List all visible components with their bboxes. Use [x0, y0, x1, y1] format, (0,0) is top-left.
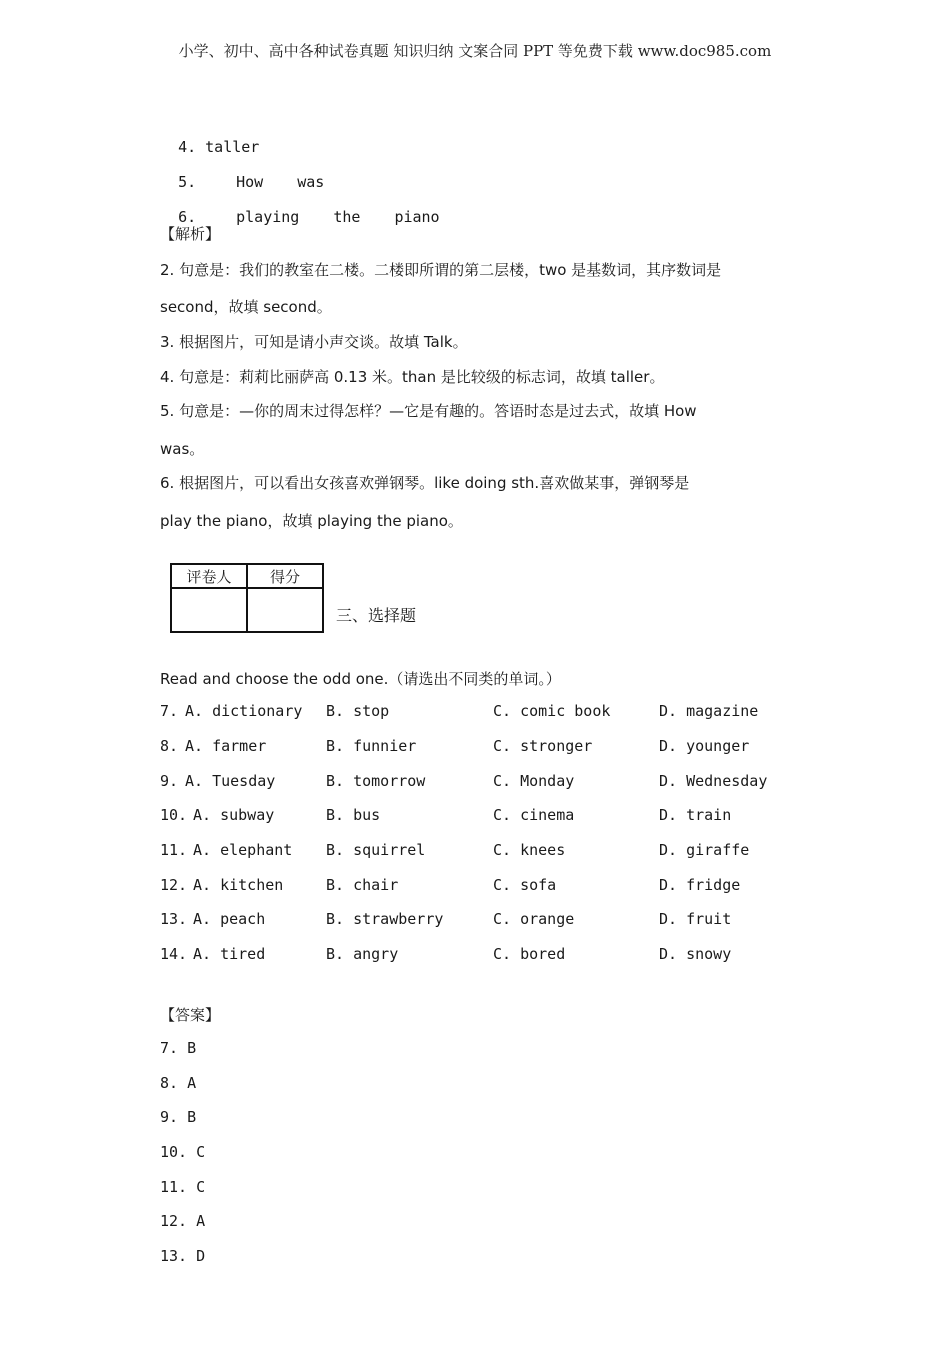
option-a: A. subway [193, 806, 275, 824]
question-number: 10. [160, 806, 188, 824]
option-b: B. tomorrow [326, 772, 426, 790]
answer-line-5 [160, 155, 324, 191]
option-a: A. farmer [185, 737, 267, 755]
score-cell [247, 588, 323, 632]
option-d: D. train [659, 806, 732, 824]
option-b: B. bus [326, 806, 381, 824]
analysis-line: 3. 根据图片，可知是请小声交谈。故填 Talk。 [160, 333, 468, 351]
answer-item: 11. C [160, 1178, 206, 1196]
analysis-line: second，故填 second。 [160, 298, 332, 316]
question-number: 7. [160, 702, 179, 720]
analysis-line: 2. 句意是：我们的教室在二楼。二楼即所谓的第二层楼，two 是基数词，其序数词是 [160, 261, 722, 279]
instruction: Read and choose the odd one.（请选出不同类的单词。） [160, 670, 561, 688]
answer-item: 8. A [160, 1074, 197, 1092]
option-d: D. fridge [659, 876, 741, 894]
option-b: B. stop [326, 702, 390, 720]
option-c: C. Monday [493, 772, 575, 790]
page-header: 小学、初中、高中各种试卷真题 知识归纳 文案合同 PPT 等免费下载 www.doc985.com [178, 42, 772, 60]
option-b: B. strawberry [326, 910, 444, 928]
answer-line-6 [160, 190, 440, 226]
option-a: A. tired [193, 945, 266, 963]
answer-item: 13. D [160, 1247, 206, 1265]
answer-word: the [333, 208, 361, 226]
option-b: B. angry [326, 945, 399, 963]
question-number: 14. [160, 945, 188, 963]
option-c: C. knees [493, 841, 566, 859]
option-a: A. elephant [193, 841, 293, 859]
option-d: D. Wednesday [659, 772, 768, 790]
analysis-line: was。 [160, 440, 205, 458]
option-a: A. kitchen [193, 876, 284, 894]
answer-word: playing [236, 208, 300, 226]
answer-item: 10. C [160, 1143, 206, 1161]
answer-word: piano [394, 208, 440, 226]
question-number: 9. [160, 772, 179, 790]
score-header: 得分 [247, 564, 323, 588]
answer-item: 12. A [160, 1212, 206, 1230]
answer-word: taller [205, 138, 260, 156]
answer-item: 9. B [160, 1108, 197, 1126]
option-a: A. peach [193, 910, 266, 928]
question-number: 8. [160, 737, 179, 755]
answer-label: 【答案】 [160, 1006, 221, 1024]
answer-item: 7. B [160, 1039, 197, 1057]
question-number: 11. [160, 841, 188, 859]
option-d: D. magazine [659, 702, 759, 720]
option-c: C. cinema [493, 806, 575, 824]
analysis-line: play the piano，故填 playing the piano。 [160, 512, 463, 530]
grader-cell [171, 588, 247, 632]
question-number: 12. [160, 876, 188, 894]
option-c: C. comic book [493, 702, 611, 720]
option-d: D. giraffe [659, 841, 750, 859]
question-number: 13. [160, 910, 188, 928]
analysis-line: 6. 根据图片，可以看出女孩喜欢弹钢琴。like doing sth.喜欢做某事，弹钢琴是 [160, 474, 690, 492]
option-c: C. sofa [493, 876, 557, 894]
option-a: A. Tuesday [185, 772, 276, 790]
option-c: C. bored [493, 945, 566, 963]
analysis-line: 4. 句意是：莉莉比丽萨高 0.13 米。than 是比较级的标志词，故填 taller。 [160, 368, 665, 386]
score-table [170, 563, 324, 633]
answer-word: was [297, 173, 325, 191]
section-title: 三、选择题 [336, 606, 417, 625]
option-d: D. snowy [659, 945, 732, 963]
analysis-label: 【解析】 [160, 225, 221, 243]
analysis-line: 5. 句意是：—你的周末过得怎样？—它是有趣的。答语时态是过去式，故填 How [160, 402, 697, 420]
answer-number: 5. [178, 173, 197, 191]
grader-header: 评卷人 [171, 564, 247, 588]
option-b: B. squirrel [326, 841, 426, 859]
option-a: A. dictionary [185, 702, 303, 720]
answer-line-4 [160, 120, 259, 156]
option-d: D. fruit [659, 910, 732, 928]
option-c: C. orange [493, 910, 575, 928]
answer-number: 4. [178, 138, 197, 156]
option-c: C. stronger [493, 737, 593, 755]
answer-number: 6. [178, 208, 197, 226]
option-b: B. chair [326, 876, 399, 894]
answer-word: How [236, 173, 264, 191]
option-d: D. younger [659, 737, 750, 755]
option-b: B. funnier [326, 737, 417, 755]
